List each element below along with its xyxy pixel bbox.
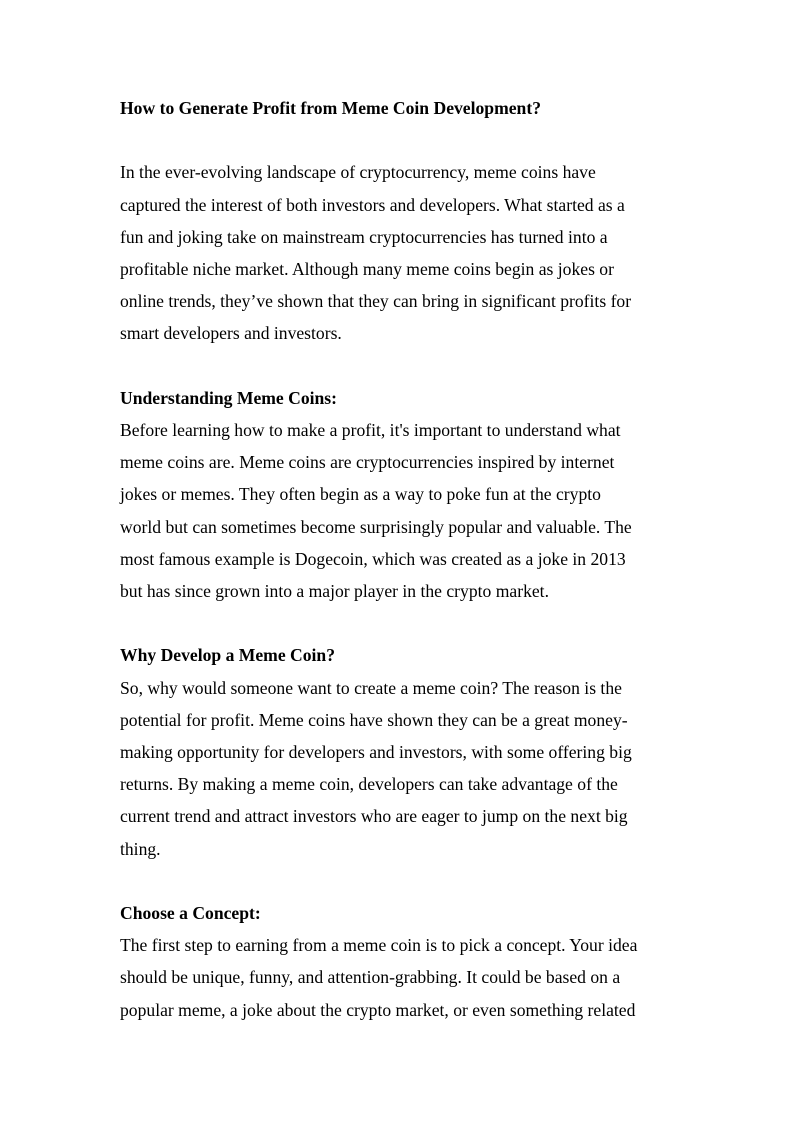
text-line: jokes or memes. They often begin as a way to poke fun at the crypto	[120, 484, 601, 505]
text-line: popular meme, a joke about the crypto market, or even something related	[120, 999, 636, 1020]
text-line: making opportunity for developers and investors, with some offering big	[120, 742, 632, 763]
text-line: captured the interest of both investors and developers. What started as a	[120, 194, 625, 215]
text-line: should be unique, funny, and attention-grabbing. It could be based on a	[120, 967, 621, 988]
text-line: most famous example is Dogecoin, which was created as a joke in 2013	[120, 548, 626, 569]
spacer	[120, 124, 676, 156]
text-line: but has since grown into a major player in the crypto market.	[120, 581, 549, 602]
text-line: online trends, they’ve shown that they can bring in significant profits for	[120, 291, 632, 312]
text-line: fun and joking take on mainstream cryptocurrencies has turned into a	[120, 226, 608, 247]
text-line: Before learning how to make a profit, it's important to understand what	[120, 420, 621, 440]
intro-paragraph	[120, 156, 676, 349]
text-line: world but can sometimes become surprisingly popular and valuable. The	[120, 516, 632, 537]
spacer	[120, 607, 676, 639]
text-line: The first step to earning from a meme coin is to pick a concept. Your idea	[120, 935, 638, 956]
section-paragraph-why-develop	[120, 672, 676, 865]
section-heading-choose-concept: Choose a Concept:	[120, 903, 261, 924]
section-paragraph-understanding	[120, 414, 676, 607]
text-line: current trend and attract investors who are eager to jump on the next big	[120, 806, 628, 827]
section-heading-understanding: Understanding Meme Coins:	[120, 387, 337, 408]
text-line: meme coins are. Meme coins are cryptocurrencies inspired by internet	[120, 452, 615, 473]
text-line: In the ever-evolving landscape of cryptocurrency, meme coins have	[120, 162, 596, 183]
text-line: profitable niche market. Although many meme coins begin as jokes or	[120, 259, 614, 279]
text-line: thing.	[120, 838, 161, 859]
section-paragraph-choose-concept	[120, 929, 676, 1026]
section-heading-why-develop: Why Develop a Meme Coin?	[120, 645, 336, 666]
document-body	[120, 92, 676, 1026]
text-line: returns. By making a meme coin, developers can take advantage of the	[120, 774, 618, 795]
text-line: potential for profit. Meme coins have shown they can be a great money-	[120, 709, 628, 730]
spacer	[120, 865, 676, 897]
spacer	[120, 350, 676, 382]
page-title: How to Generate Profit from Meme Coin Development?	[120, 98, 541, 118]
text-line: So, why would someone want to create a meme coin? The reason is the	[120, 677, 622, 698]
text-line: smart developers and investors.	[120, 323, 342, 344]
